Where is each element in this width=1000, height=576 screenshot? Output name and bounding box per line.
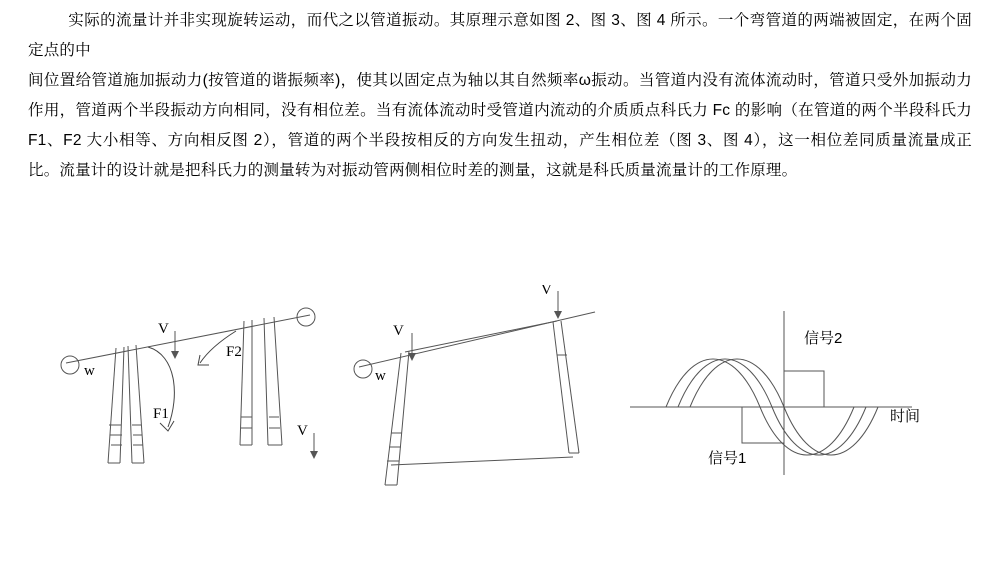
figure-4-label-signal1: 信号1 <box>708 450 747 467</box>
figure-4-label-signal2: 信号2 <box>804 330 843 347</box>
figure-4-label-time: 时间 <box>890 408 921 425</box>
figure-3-label-v-left: V <box>393 323 404 339</box>
figure-4-drawing <box>622 285 952 500</box>
paragraph-1: 实际的流量计并非实现旋转运动，而代之以管道振动。其原理示意如图 2、图 3、图 4 所示。一个弯管道的两端被固定，在两个固定点的中 <box>28 12 972 59</box>
figure-2-label-f2: F2 <box>226 344 242 360</box>
figure-2-drawing <box>48 285 330 500</box>
figure-3-label-w: w <box>375 368 386 384</box>
figure-group <box>0 285 1000 500</box>
figure-2 <box>48 285 330 500</box>
figure-3 <box>345 285 610 500</box>
figure-2-label-f1: F1 <box>153 406 169 422</box>
figure-2-label-w: w <box>84 363 95 379</box>
figure-3-label-v-top: V <box>541 285 552 298</box>
figure-3-drawing <box>345 285 610 500</box>
figure-2-label-v-bottom: V <box>297 423 308 439</box>
figure-4 <box>622 285 952 500</box>
figure-2-label-v-top: V <box>158 321 169 337</box>
paragraph-2: 间位置给管道施加振动力(按管道的谐振频率)，使其以固定点为轴以其自然频率ω振动。当管道内没有流体流动时，管道只受外加振动力作用，管道两个半段振动方向相同，没有相位差。当有流体流动时受管道内流动的介质质点科氏力 Fc 的影响（在管道的两个半段科氏力 F1、F2 大小相等、方向相反图 2），管道的两个半段按相反的方向发生扭动，产生相位差（图 3、图 4），这一相位差同质量流量成正比。流量计的设计就是把科氏力的测量转为对振动管两侧相位时差的测量，这就是科氏质量流量计的工作原理。 <box>28 72 972 179</box>
body-text <box>28 6 972 186</box>
